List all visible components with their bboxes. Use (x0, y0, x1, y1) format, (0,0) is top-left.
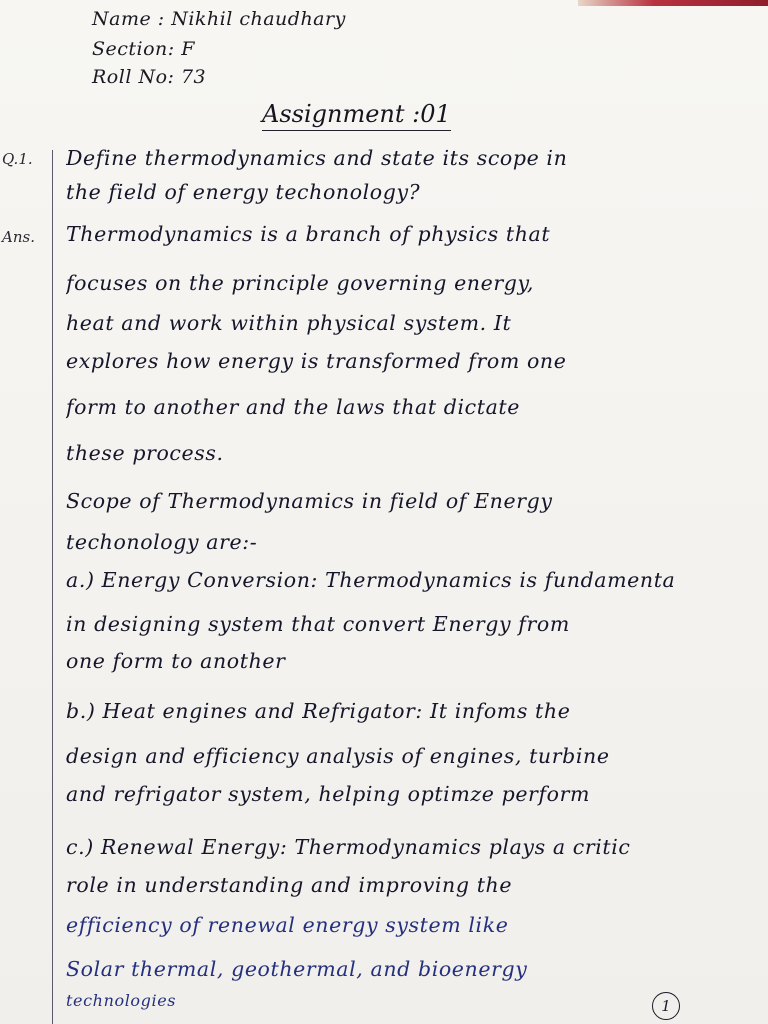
text-line: efficiency of renewal energy system like (66, 913, 509, 937)
answer-marker: Ans. (2, 228, 35, 246)
text-line: focuses on the principle governing energy, (66, 271, 535, 295)
page-number: 1 (652, 992, 680, 1020)
text-line: c.) Renewal Energy: Thermodynamics plays a critic (66, 835, 631, 859)
text-line: a.) Energy Conversion: Thermodynamics is fundamenta (66, 568, 676, 592)
text-line: the field of energy techonology? (66, 180, 421, 204)
text-line: Solar thermal, geothermal, and bioenergy (66, 957, 528, 981)
text-line: design and efficiency analysis of engines, turbine (66, 744, 610, 768)
student-section: Section: F (92, 38, 195, 60)
notebook-binding-strip (578, 0, 768, 6)
text-line: Scope of Thermodynamics in field of Energy (66, 489, 553, 513)
text-line: role in understanding and improving the (66, 873, 513, 897)
text-line: these process. (66, 441, 224, 465)
text-line: heat and work within physical system. It (66, 311, 512, 335)
text-line: Define thermodynamics and state its scope in (66, 146, 568, 170)
text-line: form to another and the laws that dictate (66, 395, 520, 419)
student-roll: Roll No: 73 (92, 66, 207, 88)
text-line: explores how energy is transformed from one (66, 349, 567, 373)
text-line: techonology are:- (66, 530, 258, 554)
text-line: b.) Heat engines and Refrigator: It infoms the (66, 699, 571, 723)
text-line: Thermodynamics is a branch of physics that (66, 222, 551, 246)
text-line: in designing system that convert Energy from (66, 612, 570, 636)
text-line: technologies (66, 991, 177, 1010)
student-name: Name : Nikhil chaudhary (92, 8, 346, 30)
text-line: one form to another (66, 649, 286, 673)
assignment-title: Assignment :01 (262, 100, 451, 131)
text-line: and refrigator system, helping optimze perform (66, 782, 591, 806)
question-marker: Q.1. (2, 150, 33, 168)
margin-line (52, 150, 53, 1024)
